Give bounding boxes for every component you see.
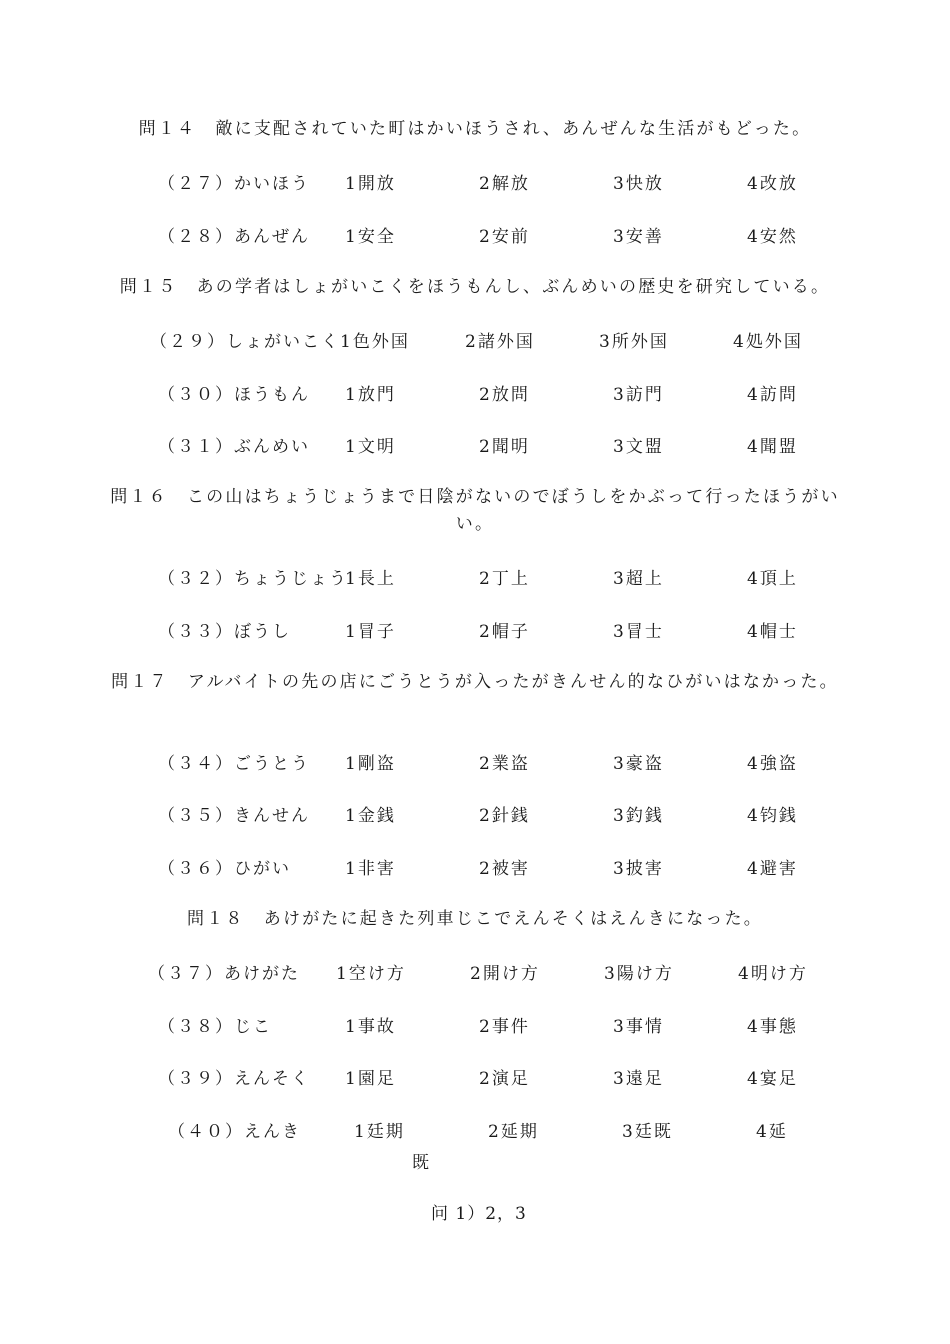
option-4-wrapped-tail: 既: [412, 1153, 429, 1173]
option-1: 1文明: [345, 437, 396, 457]
option-2: 2諸外国: [465, 332, 535, 352]
option-4: 4明け方: [738, 964, 808, 984]
option-1: 1事故: [345, 1017, 396, 1037]
choice-row-36: [0, 854, 950, 884]
option-2: 2演足: [479, 1069, 530, 1089]
answer-note: 问 1）2，3: [431, 1204, 527, 1224]
choice-row-38: [0, 1012, 950, 1042]
option-3: 3披害: [613, 859, 664, 879]
option-4: 4钧銭: [747, 806, 798, 826]
option-1: 1空け方: [336, 964, 406, 984]
option-4: 4訪問: [747, 385, 798, 405]
option-4: 4避害: [747, 859, 798, 879]
choice-row-33: [0, 617, 950, 647]
item-label: （２９）しょがいこく: [150, 332, 340, 352]
option-2: 2延期: [488, 1122, 539, 1142]
option-3: 3安善: [613, 227, 664, 247]
item-label: （３６）ひがい: [158, 859, 291, 879]
choice-row-31: [0, 432, 950, 462]
option-2: 2被害: [479, 859, 530, 879]
option-3: 3釣銭: [613, 806, 664, 826]
option-4: 4宴足: [747, 1069, 798, 1089]
item-label: （３２）ちょうじょう: [158, 569, 348, 589]
option-4: 4頂上: [747, 569, 798, 589]
option-2: 2針銭: [479, 806, 530, 826]
option-3: 3陽け方: [604, 964, 674, 984]
item-label: （３５）きんせん: [158, 806, 310, 826]
option-3: 3冒士: [613, 622, 664, 642]
option-4: 4帽士: [747, 622, 798, 642]
option-1: 1非害: [345, 859, 396, 879]
item-label: （２８）あんぜん: [158, 227, 310, 247]
question-16: 問１６ この山はちょうじょうまで日陰がないのでぼうしをかぶって行ったほうがいい。: [110, 487, 840, 534]
option-3: 3事情: [613, 1017, 664, 1037]
option-1: 1長上: [345, 569, 396, 589]
option-1: 1園足: [345, 1069, 396, 1089]
choice-row-27: [0, 169, 950, 199]
choice-row-32: [0, 564, 950, 594]
option-3: 3訪門: [613, 385, 664, 405]
option-2: 2業盗: [479, 754, 530, 774]
choice-row-37: [0, 959, 950, 989]
option-4: 4聞盟: [747, 437, 798, 457]
item-label: （３８）じこ: [158, 1017, 272, 1037]
item-label: （３３）ぼうし: [158, 622, 291, 642]
option-1: 1金銭: [345, 806, 396, 826]
choice-row-40: [0, 1117, 950, 1147]
option-3: 3快放: [613, 174, 664, 194]
choice-row-28: [0, 222, 950, 252]
item-label: （３０）ほうもん: [158, 385, 310, 405]
option-1: 1安全: [345, 227, 396, 247]
option-2: 2解放: [479, 174, 530, 194]
option-4: 4処外国: [733, 332, 803, 352]
option-4: 4事態: [747, 1017, 798, 1037]
question-17: 問１７ アルバイトの先の店にごうとうが入ったがきんせん的なひがいはなかった。: [111, 672, 839, 692]
item-label: （３４）ごうとう: [158, 754, 310, 774]
option-2: 2放問: [479, 385, 530, 405]
question-14: 問１４ 敵に支配されていた町はかいほうされ、あんぜんな生活がもどった。: [138, 119, 812, 139]
option-1: 1開放: [345, 174, 396, 194]
item-label: （３７）あけがた: [148, 964, 300, 984]
option-2: 2丁上: [479, 569, 530, 589]
option-1: 1廷期: [354, 1122, 405, 1142]
option-1: 1冒子: [345, 622, 396, 642]
option-3: 3超上: [613, 569, 664, 589]
option-3: 3豪盗: [613, 754, 664, 774]
option-4: 4延: [756, 1122, 788, 1142]
choice-row-34: [0, 749, 950, 779]
item-label: （２７）かいほう: [158, 174, 310, 194]
option-2: 2安前: [479, 227, 530, 247]
question-15: 問１５ あの学者はしょがいこくをほうもんし、ぶんめいの歴史を研究している。: [119, 277, 831, 297]
question-18: 問１８ あけがたに起きた列車じこでえんそくはえんきになった。: [187, 909, 763, 929]
option-1: 1放門: [345, 385, 396, 405]
option-1: 1剛盗: [345, 754, 396, 774]
option-4: 4強盗: [747, 754, 798, 774]
option-1: 1色外国: [340, 332, 410, 352]
choice-row-35: [0, 801, 950, 831]
choice-row-39: [0, 1064, 950, 1094]
option-4: 4改放: [747, 174, 798, 194]
option-2: 2開け方: [470, 964, 540, 984]
item-label: （４０）えんき: [168, 1122, 301, 1142]
choice-row-30: [0, 380, 950, 410]
option-2: 2事件: [479, 1017, 530, 1037]
option-3: 3廷既: [622, 1122, 673, 1142]
option-3: 3文盟: [613, 437, 664, 457]
option-3: 3所外国: [599, 332, 669, 352]
option-4: 4安然: [747, 227, 798, 247]
item-label: （３１）ぶんめい: [158, 437, 310, 457]
option-3: 3遠足: [613, 1069, 664, 1089]
option-2: 2聞明: [479, 437, 530, 457]
option-2: 2帽子: [479, 622, 530, 642]
choice-row-29: [0, 327, 950, 357]
item-label: （３９）えんそく: [158, 1069, 310, 1089]
